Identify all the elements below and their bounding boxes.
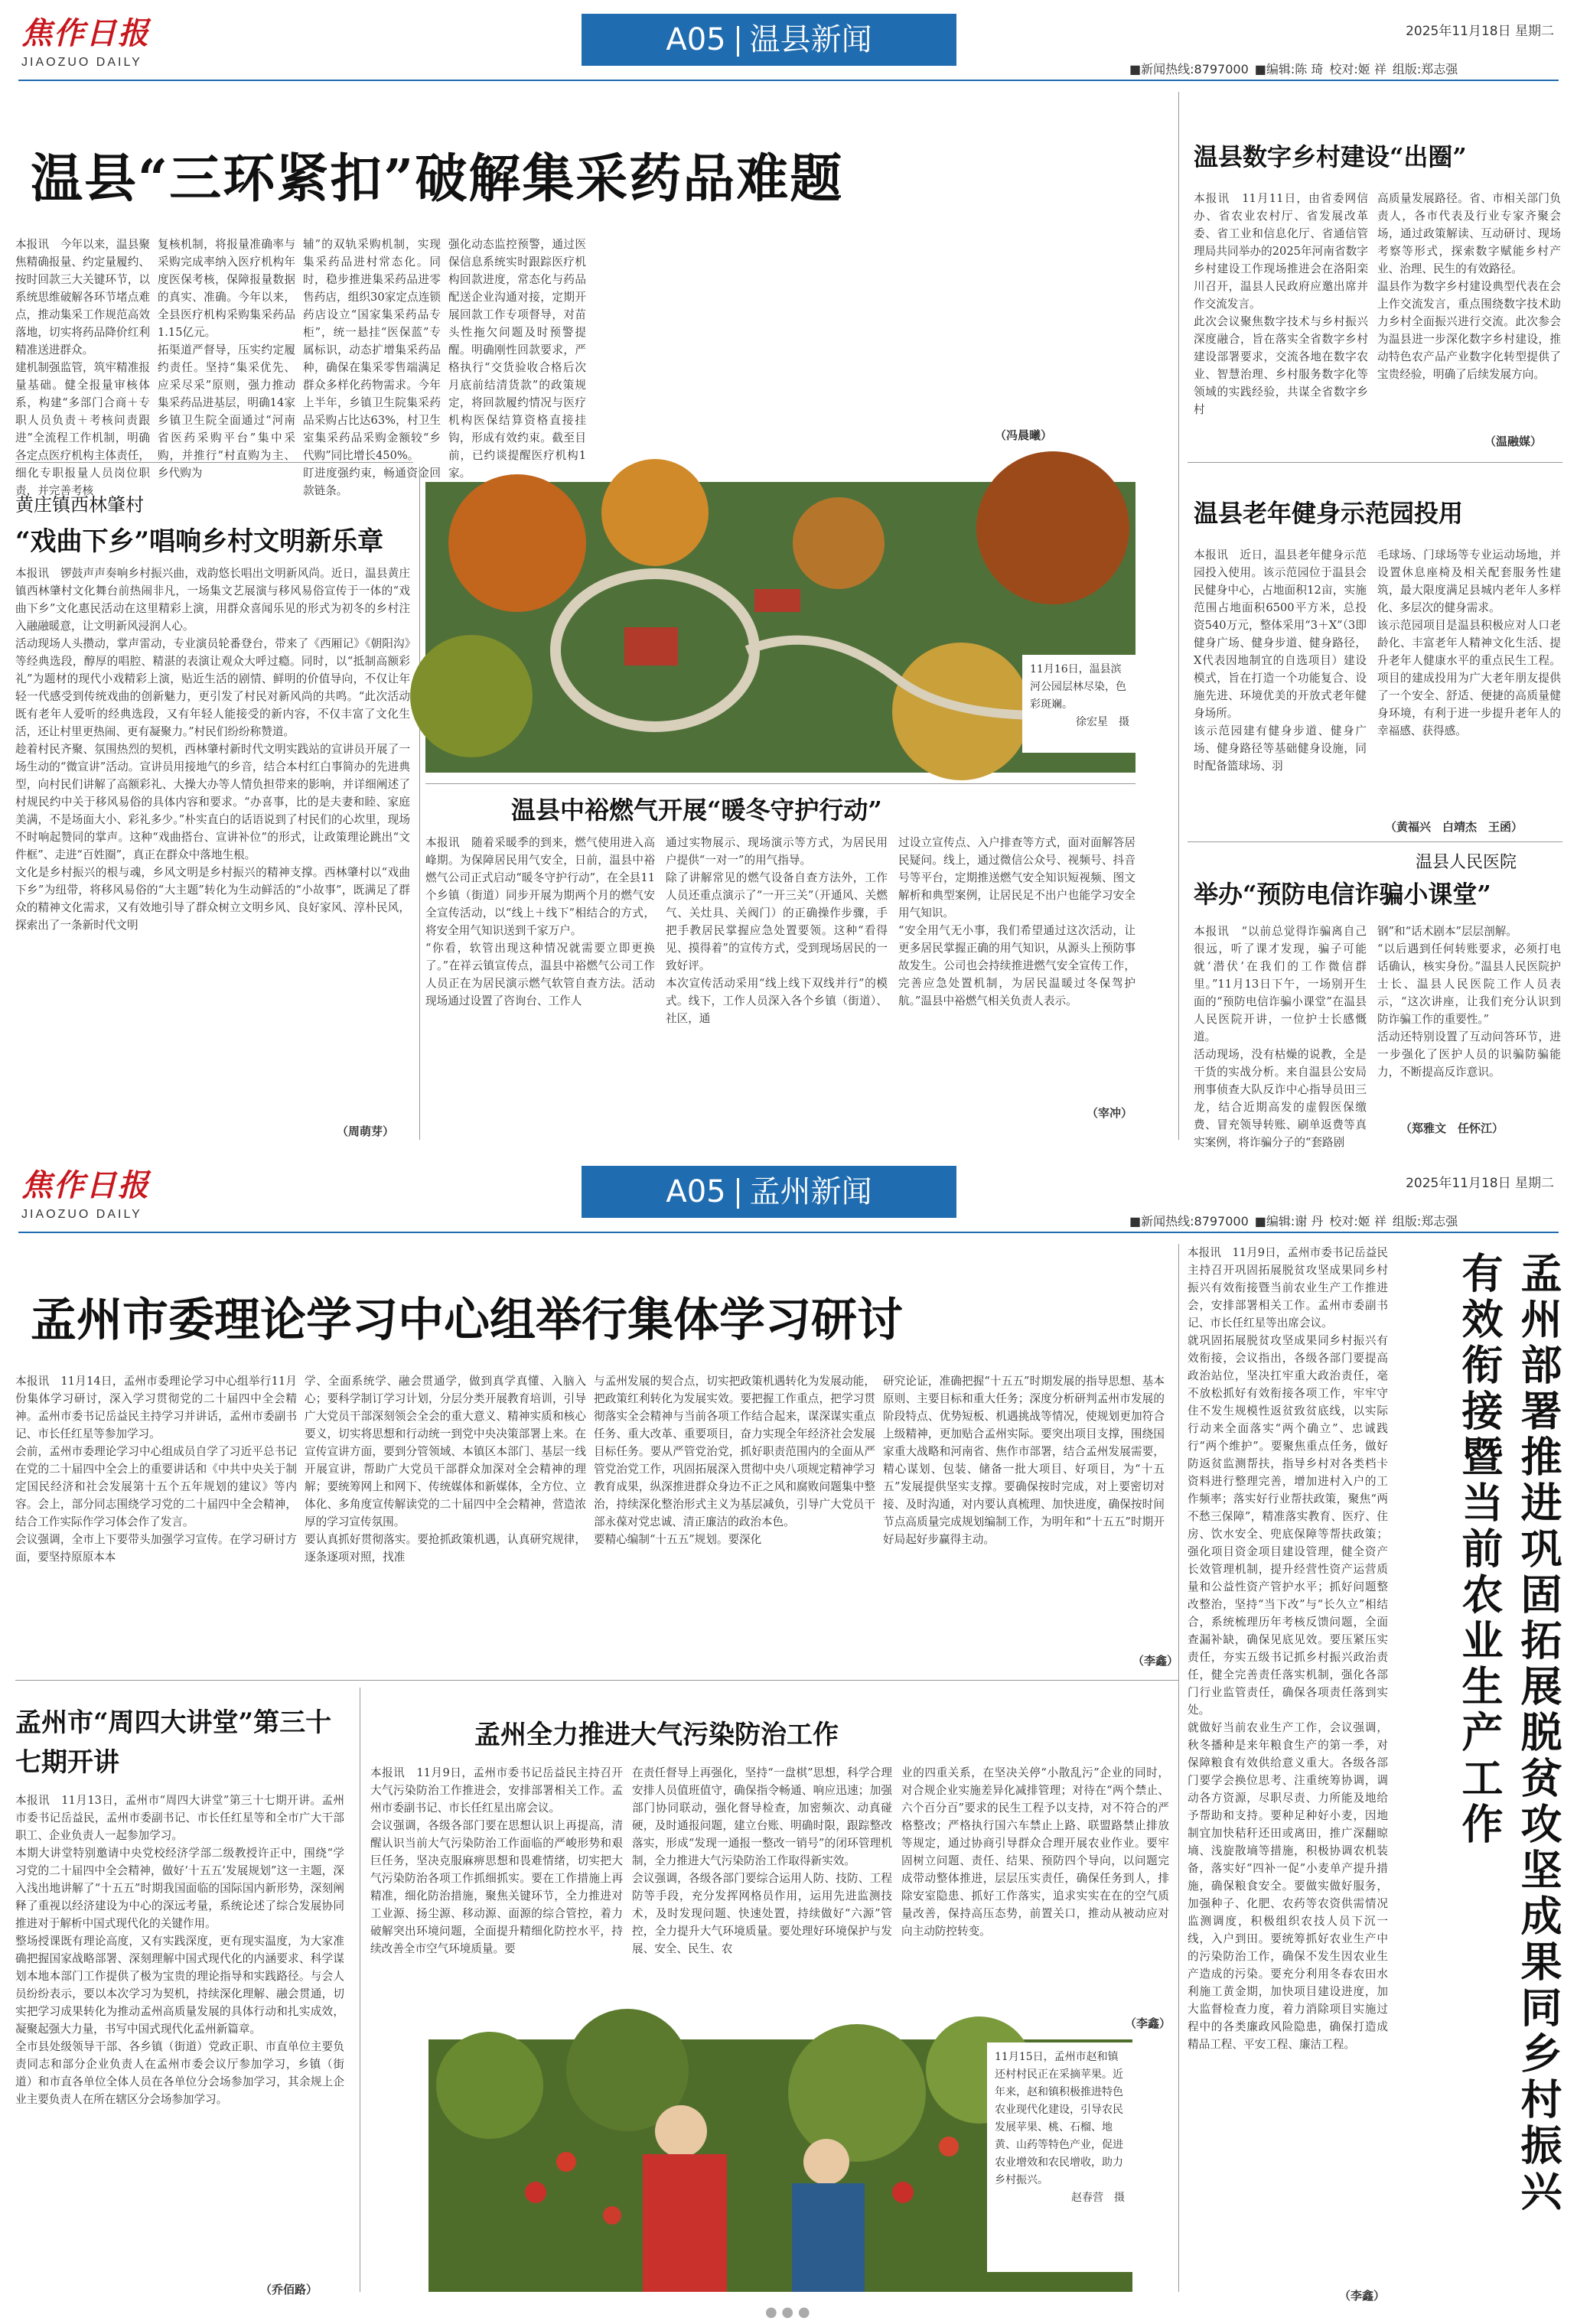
page-header <box>0 1152 1577 1236</box>
gas-headline: 温县中裕燃气开展“暖冬守护行动” <box>511 796 882 825</box>
layout-editor: 组版:郑志强 <box>1392 62 1458 76</box>
apple-photo-credit: 赵春营 摄 <box>1071 2192 1125 2204</box>
newspaper-logo <box>21 9 182 78</box>
gas-col2: 通过实物展示、现场演示等方式，为居民用户提供“一对一”的用气指导。 除了讲解常见的燃气设备自查方法外，工作人员还重点演示了“一开三关”（开通风、关燃气、关灶具、关阀门）的正确操作步骤，手把手教居民掌握应急处置要领。这种“看得见、摸得着”的宣传方式，受到现场居民的一致好评。 本次宣传活动采用“线上线下双线并行”的模式。线下，工作人员深入各个乡镇（街道）、社区，通 <box>666 836 888 1025</box>
section-rule <box>1188 841 1562 842</box>
editor-info <box>1129 1212 1464 1229</box>
lecture-byline: （乔佰路） <box>260 2283 318 2296</box>
apple-photo-caption <box>987 2042 1132 2272</box>
air-byline: （李鑫） <box>1125 2016 1171 2030</box>
editor-info <box>1129 60 1464 77</box>
study-byline: （李鑫） <box>1132 1654 1179 1668</box>
elderly-byline: （黄福兴 白靖杰 王函） <box>1385 820 1523 834</box>
section-name: 温县新闻 <box>749 22 872 57</box>
logo-english: JIAOZUO DAILY <box>21 56 142 69</box>
column-divider <box>1178 1244 1179 2292</box>
main-article-col1: 本报讯 今年以来，温县聚焦精确报量、约定量履约、按时回款三大关键环节，以系统思维破解各环节堵点难点，推动集采工作规范高效落地，切实将药品降价红利精准送进群众。 建机制强监管，筑牢精准报量基础。健全报量审核体系，构建“多部门合商＋专职人员负责＋考核问责跟进”全流程工作机制，明确各定点医疗机构主体责任，细化专职报量人员岗位职责，并完善考核 <box>15 238 150 497</box>
poverty-headline: 孟州部署推进巩固拓展脱贫攻坚成果同乡村振兴有效衔接暨当前农业生产工作 <box>1455 1252 1563 2215</box>
study-col1: 本报讯 11月14日，孟州市委理论学习中心组举行11月份集体学习研讨，深入学习贯彻党的二十届四中全会精神。孟州市委书记岳益民主持学习并讲话，孟州市委副书记、市长任红星等参加学习。 会前，孟州市委理论学习中心组成员自学了习近平总书记在党的二十届四中全会上的重要讲话和《中共中央关于制定国民经济和社会发展第十五个五年规划的建议》等内容。会上，部分同志围绕学习党的二十届四中全会精神，结合工作实际作学习体会作了发言。 会议强调，全市上下要带头加强学习宣传。在学习研讨方面，要坚持原原本本 <box>15 1375 297 1564</box>
main-article-col4: 强化动态监控预警，通过医保信息系统实时跟踪医疗机构回款进度，常态化与药品配送企业沟通对接，定期开展回款工作专项督导，对苗头性拖欠问题及时预警提醒。明确刚性回款要求，严格执行“交货验收合格后次月底前结清货款”的政策规定，将回款履约情况与医疗机构医保结算资格直接挂钩，形成有效约束。截至目前，已约谈提醒医疗机构1家。 <box>448 238 586 480</box>
editor: ■编辑:陈 琦 <box>1254 62 1324 76</box>
section-rule <box>15 462 413 463</box>
hotline: ■新闻热线:8797000 <box>1129 62 1249 76</box>
apple-caption-text: 11月15日，孟州市赵和镇还村村民正在采摘苹果。近年来，赵和镇积极推进特色农业现代化建设，引导农民发展苹果、桃、石榴、地黄、山药等特色产业，促进农业增效和农民增收，助力乡村振兴。 <box>995 2051 1123 2186</box>
study-col3: 与孟州发展的契合点，切实把政策机遇转化为发展动能，把政策红利转化为发展实效。要把握工作重点，把学习贯彻落实全会精神与当前各项工作结合起来，谋深谋实重点任务、重大改革、重要项目，奋力实现全年经济社会发展目标任务。要从严管党治党，抓好职责范围内的全面从严管党治党工作，巩固拓展深入贯彻中央八项规定精神学习教育成果，纵深推进群众身边不正之风和腐败问题集中整治，持续深化整治形式主义为基层减负，引导广大党员干部永葆对党忠诚、清正廉洁的政治本色。 要精心编制“十五五”规划。要深化 <box>594 1375 875 1546</box>
lecture-headline: 孟州市“周四大讲堂”第三十七期开讲 <box>15 1707 332 1778</box>
section-divider <box>737 1178 739 1209</box>
main-byline: （冯晨曦） <box>995 428 1053 442</box>
fraud-col1: 本报讯 “以前总觉得诈骗离自己很远，听了课才发现，骗子可能就‘潜伏’在我们的工作微信群里。”11月13日下午，一场别开生面的“预防电信诈骗小课堂”在温县人民医院开讲，一位护士长感慨道。 活动现场，没有枯燥的说教，全是干货的实战分析。来自温县公安局刑事侦查大队反诈中心指导员田三龙，结合近期高发的虚假医保缴费、冒充领导转账、刷单返费等真实案例，将诈骗分子的“套路剧 <box>1194 925 1367 1149</box>
section-name: 孟州新闻 <box>749 1174 872 1209</box>
section-rule <box>1188 462 1562 463</box>
page-mengzhou <box>0 1152 1577 2304</box>
page-wenxian <box>0 0 1577 1152</box>
fraud-col2: 钢”和“话术剧本”层层剖解。 “以后遇到任何转账要求，必须打电话确认，核实身份。”温县人民医院护士长、温县人民医院工作人员表示，“这次讲座，让我们充分认识到防诈骗工作的重要性。” 活动还特别设置了互动问答环节，进一步强化了医护人员的识骗防骗能力，不断提高反诈意识。 <box>1377 925 1561 1079</box>
air-col2: 在责任督导上再强化，坚持“一盘棋”思想，科学合理安排人员值班值守，确保指令畅通、响应迅速；加强部门协同联动，强化督导检查，加密频次、动真碰硬，及时通报问题，建立台账、明确时限，跟踪整改落实，形成“发现一通报一整改一销号”的闭环管理机制，全力推进大气污染防治工作取得新实效。 会议强调，各级各部门要综合运用人防、技防、工程防等手段，充分发挥网格员作用，运用先进监测技术，及时发现问题、快速处置，持续做好“六源”管控，全力提升大气环境质量。要处理好环境保护与发展、安全、民生、农 <box>632 1766 892 1955</box>
poverty-body: 本报讯 11月9日，孟州市委书记岳益民主持召开巩固拓展脱贫攻坚成果同乡村振兴有效衔接暨当前农业生产工作推进会，安排部署相关工作。孟州市委副书记、市长任红星等出席会议。 就巩固拓展脱贫攻坚成果同乡村振兴有效衔接，会议指出，各级各部门要提高政治站位，坚决扛牢重大政治责任，毫不放松抓好有效衔接各项工作，牢牢守住不发生规模性返贫致贫底线，以实际行动来全面落实“两个确立”、忠诚践行“两个维护”。要聚焦重点任务，做好防返贫监测帮扶，指导乡村对各类档卡资料进行整理完善，增加进村入户的工作频率；落实好行业帮扶政策，聚焦“两不愁三保障”，精准落实教育、医疗、住房、饮水安全、兜底保障等帮扶政策；强化项目资金项目建设管理，健全资产长效管理机制，提升经营性资产运营质量和公益性资产管护水平；抓好问题整改整治，坚持“当下改”与“长久立”相结合，系统梳理历年考核反馈问题，全面查漏补缺，确保见底见效。要压紧压实责任，夯实五级书记抓乡村振兴政治责任，健全完善责任落实机制，强化各部门行业监管责任，确保各项责任落到实处。 就做好当前农业生产工作，会议强调，秋冬播种是来年粮食生产的第一季，对保障粮食有效供给意义重大。各级各部门要学会换位思考、注重统筹协调，调动各方资源，尽职尽责、力所能及地给予帮助和支持。要种足种好小麦，因地制宜加快秸秆还田或离田，推广深翻晾墒、浅旋散墒等措施，积极协调农机装备，落实好“四补一促”小麦单产提升措施，确保粮食安全。要做实做好服务，加强种子、化肥、农药等农资供需情况监测调度，积极组织农技人员下沉一线，入户到田。要统筹抓好农业生产中的污染防治工作，确保不发生因农业生产造成的污染。要充分利用冬春农田水利施工黄金期，加快项目建设进度，加大监督检查力度，着力消除项目实施过程中的各类廉政风险隐患，确保打造成精品工程、平安工程、廉洁工程。 <box>1188 1246 1388 2051</box>
logo-chinese: 焦作日报 <box>21 1167 150 1203</box>
main-article-col3: 辅”的双轨采购机制，实现集采药品进村常态化。同时，稳步推进集采药品进零售药店，组织30家定点连锁药店设立“国家集采药品专柜”，统一悬挂“医保蓝”专属标识，动态扩增集采药品种，确保在集采零售端满足群众多样化药物需求。今年上半年，乡镇卫生院集采药品采购占比达63%，村卫生室集采药品采购金额较“乡代购”同比增长450%。 盯进度强约束，畅通资金回款链条。 <box>303 238 441 497</box>
elderly-col1: 本报讯 近日，温县老年健身示范园投入使用。该示范园位于温县会民健身中心，占地面积12亩，实施范围占地面积6500平方米，总投资540万元，整体采用“3＋X”（3即健身广场、健身步道、健身路径，X代表因地制宜的自选项目）建设模式，旨在打造一个功能复合、设施先进、环境优美的开放式老年健身场所。 该示范园建有健身步道、健身广场、健身路径等基础健身设施，同时配备篮球场、羽 <box>1194 548 1367 773</box>
study-col2: 学、全面系统学、融会贯通学，做到真学真懂、入脑入心；要科学制订学习计划，分层分类开展教育培训，引导广大党员干部深刻领会全会的重大意义、精神实质和核心要义，切实将思想和行动统一到党中央决策部署上来。在宣传宣讲方面，要到分管领域、本镇区本部门、基层一线开展宣讲，帮助广大党员干部群众加深对全会精神的理解；要统筹网上和网下、传统媒体和新媒体，全方位、立体化、多角度宣传解读党的二十届四中全会精神，营造浓厚的学习宣传氛围。 要认真抓好贯彻落实。要抢抓政策机遇，认真研究规律，逐条逐项对照，找准 <box>305 1375 586 1564</box>
main-article-col2: 复核机制，将报量准确率与采购完成率纳入医疗机构年度医保考核，保障报量数据的真实、准确。今年以来，全县医疗机构采购集采药品1.15亿元。 拓渠道严督导，压实约定履约责任。坚持“集采优先、应采尽采”原则，强力推动集采药品进基层，明确14家乡镇卫生院全面通过“河南省医药采购平台”集中采购，并推行“村直购为主、乡代购为 <box>158 238 295 480</box>
air-col1: 本报讯 11月9日，孟州市委书记岳益民主持召开大气污染防治工作推进会，安排部署相关工作。孟州市委副书记、市长任红星出席会议。 会议强调，各级各部门要在思想认识上再提高，清醒认识当前大气污染防治工作面临的严峻形势和艰巨任务，坚决克服麻痹思想和畏难情绪，切实把大气污染防治各项工作抓细抓实。要在工作措施上再精准，细化防治措施，聚焦关键环节，全力推进对工业源、扬尘源、移动源、面源的综合管控，着力破解突出环境问题，全面提升精细化防控水平，持续改善全市空气环境质量。要 <box>370 1766 623 1955</box>
park-photo-credit: 徐宏星 摄 <box>1076 716 1129 728</box>
newspaper-logo <box>21 1161 182 1230</box>
column-divider <box>419 467 420 1140</box>
logo-chinese: 焦作日报 <box>21 15 150 51</box>
main-headline: 温县“三环紧扣”破解集采药品难题 <box>31 148 844 210</box>
digital-col2: 高质量发展路径。省、市相关部门负责人，各市代表及行业专家齐聚会场，通过政策解读、互动研讨、现场考察等形式，探索数字赋能乡村产业、治理、民生的有效路径。 温县作为数字乡村建设典型代表在会上作交流发言，重点围绕数字技术助力乡村全面振兴进行交流。此次参会为温县进一步深化数字乡村建设，推动特色农产品产业数字化转型提供了宝贵经验，明确了后续发展方向。 <box>1377 192 1561 381</box>
page-header <box>0 0 1577 84</box>
column-divider <box>1178 92 1179 1140</box>
section-rule <box>15 1680 1178 1681</box>
header-rule <box>18 1232 1559 1233</box>
proofreader: 校对:姬 祥 <box>1329 62 1386 76</box>
study-headline: 孟州市委理论学习中心组举行集体学习研讨 <box>31 1294 903 1347</box>
logo-english: JIAOZUO DAILY <box>21 1208 142 1221</box>
issue-date: 2025年11月18日 星期二 <box>1406 1176 1554 1191</box>
opera-body: 本报讯 锣鼓声声奏响乡村振兴曲，戏韵悠长唱出文明新风尚。近日，温县黄庄镇西林肇村文化舞台前热闹非凡，一场集文艺展演与移风易俗宣传于一体的“戏曲下乡”文化惠民活动在这里精彩上演，用群众喜闻乐见的形式为初冬的乡村注入融融暖意，让文明新风浸润人心。 活动现场人头攒动，掌声雷动，专业演员轮番登台，带来了《西厢记》《朝阳沟》等经典选段，醇厚的唱腔、精湛的表演让观众大呼过瘾。同时，以“抵制高额彩礼”为题材的现代小戏精彩上演，贴近生活的剧情、鲜明的价值导向，不仅让年轻一代感受到传统戏曲的创新魅力，更引发了村民对新风尚的共鸣。“此次活动既有老年人爱听的经典选段，又有年轻人能接受的新内容，不仅丰富了文化生活，还让村里更热闹、更有凝聚力。”村民们纷纷称赞道。 趁着村民齐聚、氛围热烈的契机，西林肇村新时代文明实践站的宣讲员开展了一场生动的“微宣讲”活动。宣讲员用接地气的乡音，结合本村红白事简办的先进典型，向村民们讲解了高额彩礼、大操大办等人情负担带来的影响，并详细阐述了村规民约中关于移风易俗的具体内容和要求。“办喜事，比的是夫妻和睦、家庭美满，不是场面大小、彩礼多少。”朴实直白的话语说到了村民们的心坎里，现场不时响起赞同的掌声。这种“戏曲搭台、宣讲补位”的形式，让政策理论跳出“文件框”、走进“百姓圈”，真正在群众中落地生根。 文化是乡村振兴的根与魂，乡风文明是乡村振兴的精神支撑。西林肇村以“戏曲下乡”为纽带，将移风易俗的“大主题”转化为生动鲜活的“小故事”，既满足了群众的精神文化需求，又有效地引导了群众树立文明乡风、良好家风、淳朴民风，探索出了一条新时代文明 <box>15 567 410 932</box>
section-banner <box>582 14 956 66</box>
digital-col1: 本报讯 11月11日，由省委网信办、省农业农村厅、省发展改革委、省工业和信息化厅、省通信管理局共同举办的2025年河南省数字乡村建设工作现场推进会在洛阳栾川召开，温县人民政府应邀出席并作交流发言。 此次会议聚焦数字技术与乡村振兴深度融合，旨在落实全省数字乡村建设部署要求，交流各地在数字农业、智慧治理、乡村服务数字化等领域的实践经验，共谋全省数字乡村 <box>1194 192 1368 416</box>
gas-byline: （宰冲） <box>1087 1106 1133 1120</box>
air-headline: 孟州全力推进大气污染防治工作 <box>474 1720 839 1750</box>
page-indicator-dots: ● ● ● <box>765 2304 810 2320</box>
study-col4: 研究论证，准确把握“十五五”时期发展的指导思想、基本原则、主要目标和重大任务；深度分析研判孟州市发展的阶段特点、优势短板、机遇挑战等情况，使规划更加符合上级精神，更加贴合孟州实际。要突出项目支撑，围绕国家重大战略和河南省、焦作市部署，结合孟州发展需要，精心谋划、包装、储备一批大项目、好项目，为“十五五”发展提供坚实支撑。要确保按时完成，对上要密切对接、及时沟通，对内要认真梳理、加快进度，确保按时间节点高质量完成规划编制工作，为明年和“十五五”时期开好局起好步赢得主动。 <box>883 1375 1165 1546</box>
digital-byline: （温融媒） <box>1484 435 1543 448</box>
air-col3: 业的四重关系，在坚决关停“小散乱污”企业的同时，对合规企业实施差异化减排管理；对待在“两个禁止、六个百分百”要求的民生工程予以支持，对不符合的严格整改；严格执行国六车禁止上路、联盟路禁止排放等规定，通过协商引导群众合理开展农业作业。要牢固树立问题、责任、结果、预防四个导向，以问题完成带动整体推进，层层压实责任，确保任务到人，排除安室隐患、抓好工作落实，追求实实在在的空气质量改善，保持高压态势，前置关口，推动从被动应对向主动防控转变。 <box>901 1766 1169 1938</box>
fraud-kicker: 温县人民医院 <box>1416 853 1517 872</box>
layout-editor: 组版:郑志强 <box>1392 1214 1458 1229</box>
header-rule <box>18 80 1559 81</box>
fraud-headline: 举办“预防电信诈骗小课堂” <box>1194 880 1491 909</box>
poverty-byline: （李鑫） <box>1339 2289 1386 2303</box>
digital-headline: 温县数字乡村建设“出圈” <box>1194 142 1467 171</box>
opera-kicker: 黄庄镇西林肇村 <box>15 494 144 516</box>
lecture-body: 本报讯 11月13日，孟州市“周四大讲堂”第三十七期开讲。孟州市委书记岳益民，孟州市委副书记、市长任红星等和全市广大干部职工、企业负责人一起参加学习。 本期大讲堂特别邀请中央党校经济学部二级教授许正中，围绕“学习党的二十届四中全会精神，做好‘十五五’发展规划”这一主题，深入浅出地讲解了“十五五”时期我国面临的国际国内新形势，深刻阐释了重视以经济建设为中心的深远考量，系统论述了综合发展协同推进对于解析中国式现代化的关键作用。 整场授课既有理论高度，又有实践深度，更有现实温度，为大家准确把握国家战略部署、深刻理解中国式现代化的内涵要求、科学谋划本地本部门工作提供了极为宝贵的理论指导和实践路径。与会人员纷纷表示，要以本次学习为契机，持续深化理解、融会贯通，切实把学习成果转化为推动孟州高质量发展的具体行动和扎实成效，凝聚起强大力量，书写中国式现代化孟州新篇章。 全市县处级领导干部、各乡镇（街道）党政正职、市直单位主要负责同志和部分企业负责人在孟州市委会议厅参加学习，乡镇（街道）和市直各单位全体人员在各单位分会场参加学习，其余规上企业主要负责人在所在辖区分会场参加学习。 <box>15 1794 344 2106</box>
section-number: A05 <box>666 1174 726 1209</box>
elderly-headline: 温县老年健身示范园投用 <box>1194 499 1464 528</box>
section-divider <box>737 26 739 57</box>
hotline: ■新闻热线:8797000 <box>1129 1214 1249 1229</box>
opera-headline: “戏曲下乡”唱响乡村文明新乐章 <box>15 526 384 557</box>
proofreader: 校对:姬 祥 <box>1329 1214 1386 1229</box>
fraud-byline: （郑雅文 任怀江） <box>1400 1121 1504 1135</box>
issue-date: 2025年11月18日 星期二 <box>1406 24 1554 39</box>
opera-byline: （周萌芽） <box>337 1125 395 1138</box>
park-caption-text: 11月16日，温县滨河公园层林尽染，色彩斑斓。 <box>1030 663 1126 711</box>
gas-col1: 本报讯 随着采暖季的到来，燃气使用进入高峰期。为保障居民用气安全，日前，温县中裕燃气公司正式启动“暖冬守护行动”，在全县11个乡镇（街道）同步开展为期两个月的燃气安全宣传活动，以“线上＋线下”相结合的方式，将安全用气知识送到千家万户。 “你看，软管出现这种情况就需要立即更换了。”在祥云镇宣传点，温县中裕燃气公司工作人员正在为居民演示燃气软管自查方法。活动现场通过设置了咨询台、工作人 <box>425 836 655 1007</box>
gas-col3: 过设立宣传点、入户排查等方式，面对面解答居民疑问。线上，通过微信公众号、视频号、抖音号等平台，定期推送燃气安全知识短视频、图文解析和典型案例，让居民足不出户也能学习安全用气知识。 “安全用气无小事，我们希望通过这次活动，让更多居民掌握正确的用气知识，从源头上预防事故发生。公司也会持续推进燃气安全宣传工作，完善应急处置机制，为居民温暖过冬保驾护航。”温县中裕燃气相关负责人表示。 <box>898 836 1136 1007</box>
park-photo-caption <box>1022 655 1137 753</box>
section-banner <box>582 1166 956 1218</box>
elderly-col2: 毛球场、门球场等专业运动场地，并设置休息座椅及相关配套服务性建筑，最大限度满足县城内老年人多样化、多层次的健身需求。 该示范园项目是温县积极应对人口老龄化、丰富老年人精神文化生活、提升老年人健康水平的重点民生工程。项目的建成投用为广大老年朋友提供了一个安全、舒适、便捷的高质量健身环境，有利于进一步提升老年人的幸福感、获得感。 <box>1377 548 1561 737</box>
section-number: A05 <box>666 22 726 57</box>
section-rule <box>425 783 1136 784</box>
editor: ■编辑:谢 丹 <box>1254 1214 1324 1229</box>
